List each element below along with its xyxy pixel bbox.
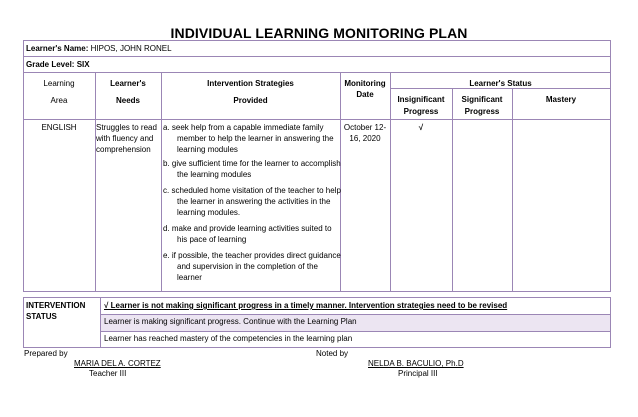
strategy-line: learning modules. — [177, 208, 241, 217]
header-learners-needs-2: Needs — [115, 96, 140, 105]
strategy-e — [163, 250, 343, 283]
strategy-line: learner — [177, 273, 202, 282]
header-learning-area-2: Area — [50, 96, 68, 105]
status-option-continue: Learner is making significant progress. Continue with the Learning Plan — [104, 317, 357, 326]
learner-name: HIPOS, JOHN RONEL — [90, 44, 172, 53]
strategy-line: and supervision in the completion of the — [177, 262, 318, 271]
header-insignificant-2: Progress — [403, 107, 439, 116]
header-monitoring-1: Monitoring — [344, 79, 386, 88]
learner-name-label: Learner's Name: — [26, 44, 89, 53]
header-monitoring-2: Date — [356, 90, 374, 99]
intervention-status-label-1: INTERVENTION — [26, 301, 86, 310]
strategy-line: the learner in answering the activities in the — [177, 197, 331, 206]
teacher-name: MARIA DEL A. CORTEZ — [74, 359, 161, 368]
header-mastery: Mastery — [545, 95, 577, 104]
prepared-by-label: Prepared by — [24, 349, 68, 358]
page-title: INDIVIDUAL LEARNING MONITORING PLAN — [170, 25, 468, 41]
header-intervention-1: Intervention Strategies — [207, 79, 294, 88]
strategy-line: e. if possible, the teacher provides direct guidance — [163, 251, 341, 260]
noted-by-label: Noted by — [316, 349, 349, 358]
strategy-a — [163, 122, 343, 155]
strategy-line: learning modules — [177, 145, 238, 154]
header-learners-needs-1: Learner's — [110, 79, 146, 88]
header-intervention-2: Provided — [233, 96, 268, 105]
header-significant-1: Significant — [461, 95, 503, 104]
strategy-d — [163, 223, 343, 245]
header-significant-2: Progress — [464, 107, 500, 116]
needs-line: with fluency and — [96, 134, 154, 143]
monitoring-date-1: October 12- — [343, 123, 387, 132]
header-insignificant-1: Insignificant — [397, 95, 445, 104]
strategy-b — [163, 158, 343, 180]
strategy-line: d. make and provide learning activities suited to — [163, 224, 332, 233]
strategy-line: c. scheduled home visitation of the teacher to help — [163, 186, 341, 195]
status-option-revise: √ Learner is not making significant progress in a timely manner. Intervention strategies need to be revised — [104, 301, 508, 310]
status-option-mastery: Learner has reached mastery of the competencies in the learning plan — [104, 334, 353, 343]
intervention-status-label-2: STATUS — [26, 312, 57, 321]
insignificant-checkmark: √ — [418, 123, 424, 132]
teacher-title: Teacher III — [89, 369, 127, 378]
strategy-line: his pace of learning — [177, 235, 247, 244]
strategy-c — [163, 185, 343, 218]
strategy-line: member to help the learner in answering the — [177, 134, 334, 143]
strategy-line: b. give sufficient time for the learner to accomplish — [163, 159, 341, 168]
grade-level-row — [26, 59, 90, 70]
principal-title: Principal III — [398, 369, 438, 378]
grade-level: SIX — [76, 60, 90, 69]
principal-name: NELDA B. BACULIO, Ph.D — [368, 359, 464, 368]
needs-line: comprehension — [96, 145, 151, 154]
strategy-line: the learning modules — [177, 170, 252, 179]
needs-line: Struggles to read — [96, 123, 157, 132]
header-status: Learner's Status — [469, 79, 532, 88]
monitoring-date-2: 16, 2020 — [349, 134, 381, 143]
learner-name-row — [26, 43, 172, 54]
header-learning-area-1: Learning — [43, 79, 75, 88]
grade-level-label: Grade Level: — [26, 60, 75, 69]
learners-needs-value — [96, 122, 157, 155]
strategy-line: a. seek help from a capable immediate family — [163, 123, 324, 132]
learning-area-value: ENGLISH — [41, 123, 77, 132]
